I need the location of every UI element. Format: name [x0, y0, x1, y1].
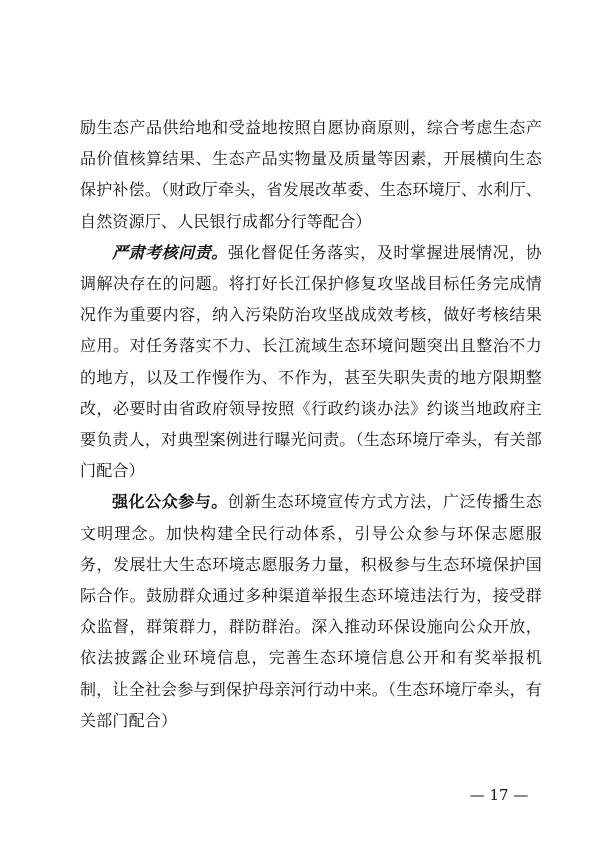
paragraph-text: 强化督促任务落实，及时掌握进展情况，协调解决存在的问题。将打好长江保护修复攻坚战目标任务完成情况作为重要内容，纳入污染防治攻坚战成效考核，做好考核结果应用。对任务落实不力、长江流域生态环境问题突出且整治不力的地方，以及工作慢作为、不作为，甚至失职失责的地方限期整改，必要时由省政府领导按照《行政约谈办法》约谈当地政府主要负责人，对典型案例进行曝光问责。（生态环境厅牵头，有关部门配合）: [80, 242, 542, 481]
paragraph-heading: 强化公众参与。: [112, 492, 228, 512]
paragraph-strict-assessment: [80, 237, 542, 487]
paragraph-public-participation: [80, 486, 542, 736]
page-number: — 17 —: [469, 786, 529, 804]
paragraph-text: 创新生态环境宣传方式方法，广泛传播生态文明理念。加快构建全民行动体系，引导公众参与环保志愿服务，发展壮大生态环境志愿服务力量，积极参与生态环境保护国际合作。鼓励群众通过多种渠道举报生态环境违法行为，接受群众监督，群策群力，群防群治。深入推动环保设施向公众开放，依法披露企业环境信息，完善生态环境信息公开和有奖举报机制，让全社会参与到保护母亲河行动中来。（生态环境厅牵头，有关部门配合）: [80, 492, 542, 730]
paragraph-heading: 严肃考核问责。: [112, 242, 228, 262]
paragraph-text: 励生态产品供给地和受益地按照自愿协商原则，综合考虑生态产品价值核算结果、生态产品实物量及质量等因素，开展横向生态保护补偿。（财政厅牵头，省发展改革委、生态环境厅、水利厅、自然资源厅、人民银行成都分行等配合）: [80, 118, 542, 231]
paragraph-continuation: [80, 112, 542, 237]
document-page: [80, 112, 542, 736]
